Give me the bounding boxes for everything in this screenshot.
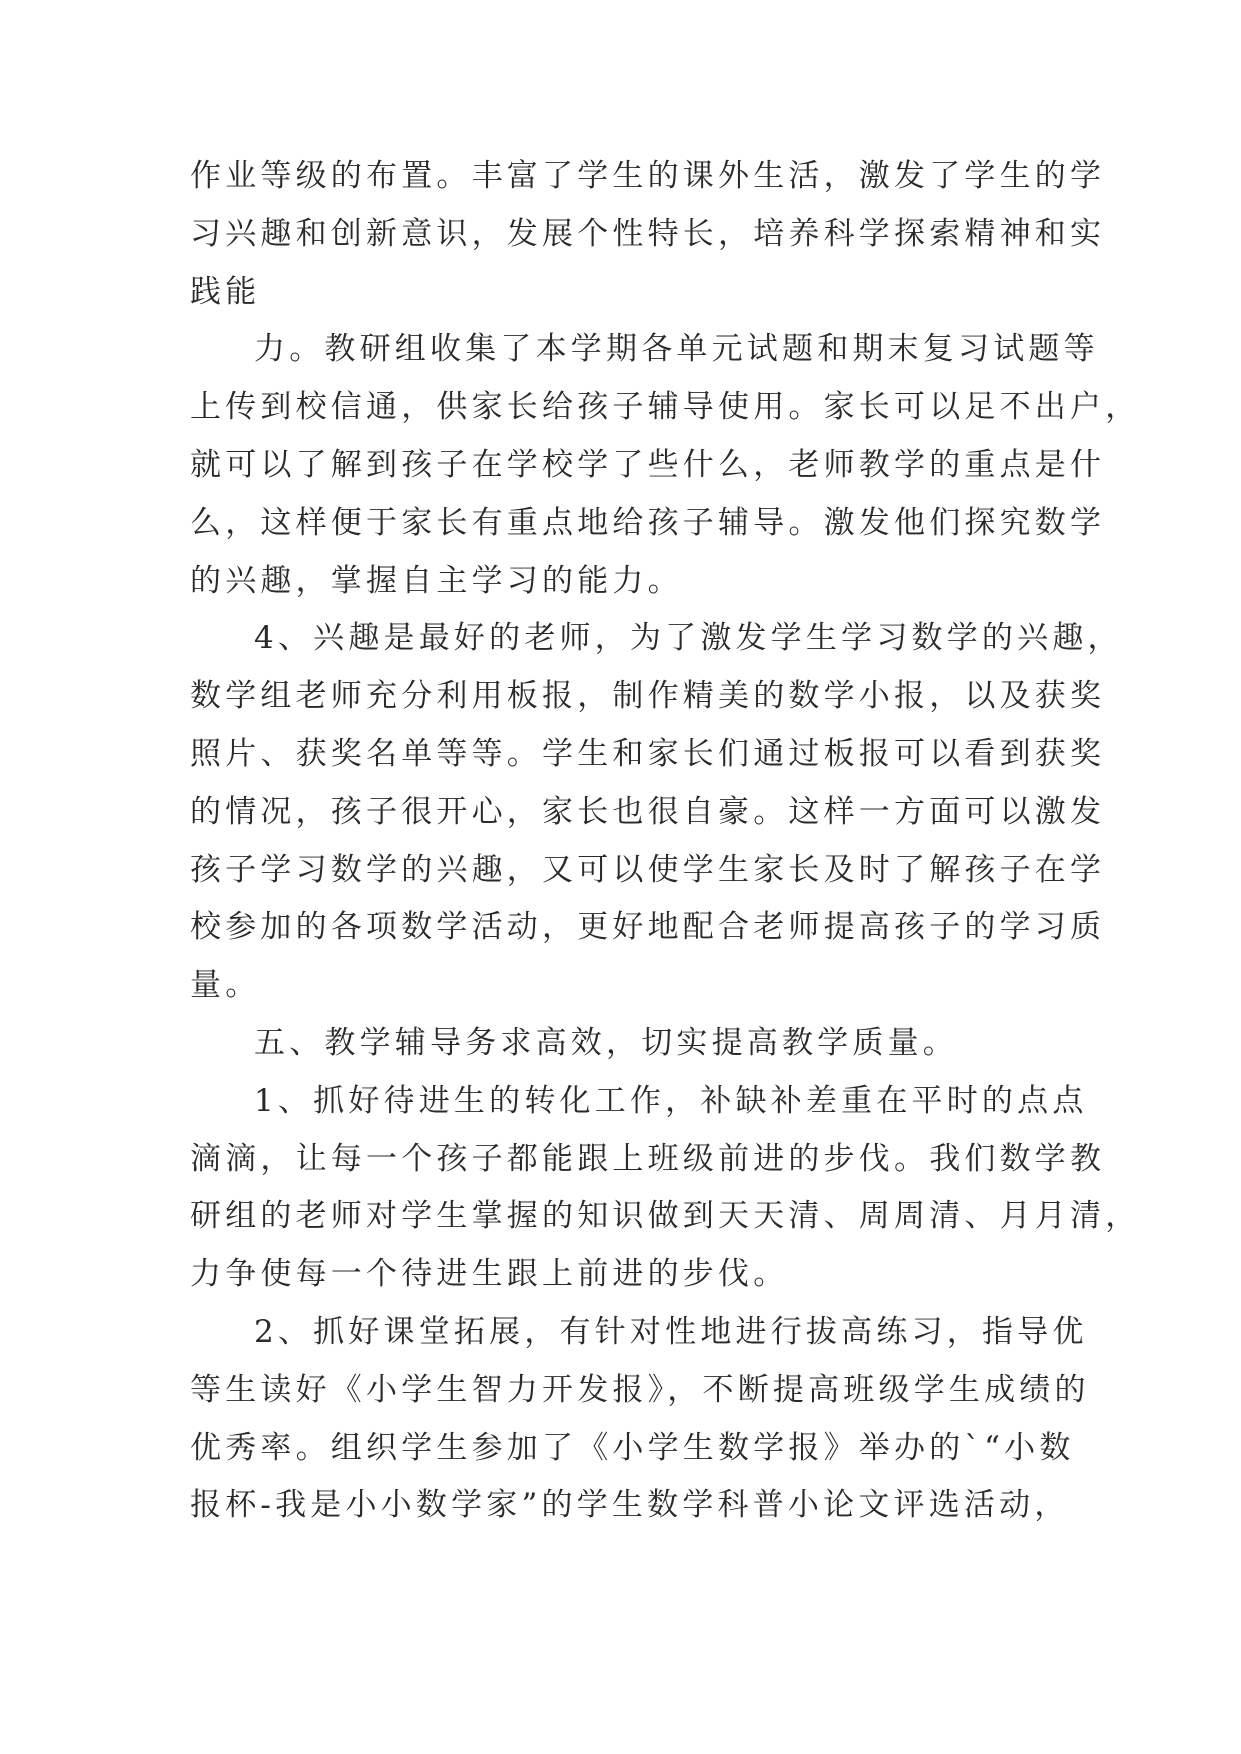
text-line: 践能 bbox=[190, 273, 261, 310]
text-line: 么，这样便于家长有重点地给孩子辅导。激发他们探究数学 bbox=[190, 504, 1106, 541]
text-line: 校参加的各项数学活动，更好地配合老师提高孩子的学习质 bbox=[190, 909, 1106, 946]
text-line: 2、抓好课堂拓展，有针对性地进行拔高练习，指导优 bbox=[254, 1313, 1088, 1350]
text-line: 就可以了解到孩子在学校学了些什么，老师教学的重点是什 bbox=[190, 446, 1106, 483]
text-line: 数学组老师充分利用板报，制作精美的数学小报，以及获奖 bbox=[190, 678, 1106, 715]
text-line: 滴滴，让每一个孩子都能跟上班级前进的步伐。我们数学教 bbox=[190, 1140, 1106, 1177]
text-line: 孩子学习数学的兴趣，又可以使学生家长及时了解孩子在学 bbox=[190, 851, 1106, 888]
text-line: 照片、获奖名单等等。学生和家长们通过板报可以看到获奖 bbox=[190, 735, 1106, 772]
text-line: 报杯-我是小小数学家”的学生数学科普小论文评选活动， bbox=[190, 1487, 1070, 1524]
text-line: 等生读好《小学生智力开发报》，不断提高班级学生成绩的 bbox=[190, 1371, 1090, 1408]
section-heading: 五、教学辅导务求高效，切实提高教学质量。 bbox=[254, 1024, 958, 1061]
text-line: 的情况，孩子很开心，家长也很自豪。这样一方面可以激发 bbox=[190, 793, 1106, 830]
text-line: 作业等级的布置。丰富了学生的课外生活，激发了学生的学 bbox=[190, 158, 1106, 194]
text-line: 1、抓好待进生的转化工作，补缺补差重在平时的点点 bbox=[254, 1082, 1088, 1119]
body-text bbox=[190, 148, 1141, 1535]
text-line: 上传到校信通，供家长给孩子辅导使用。家长可以足不出户， bbox=[190, 389, 1141, 426]
text-line: 的兴趣，掌握自主学习的能力。 bbox=[190, 562, 683, 599]
text-line: 力争使每一个待进生跟上前进的步伐。 bbox=[190, 1256, 789, 1293]
text-line: 优秀率。组织学生参加了《小学生数学报》举办的`“小数 bbox=[190, 1429, 1075, 1466]
text-line: 力。教研组收集了本学期各单元试题和期末复习试题等 bbox=[254, 331, 1099, 368]
text-line: 习兴趣和创新意识，发展个性特长，培养科学探索精神和实 bbox=[190, 215, 1106, 252]
text-line: 研组的老师对学生掌握的知识做到天天清、周周清、月月清， bbox=[190, 1198, 1141, 1235]
text-line: 4、兴趣是最好的老师，为了激发学生学习数学的兴趣， bbox=[254, 620, 1123, 657]
text-line: 量。 bbox=[190, 967, 261, 1004]
